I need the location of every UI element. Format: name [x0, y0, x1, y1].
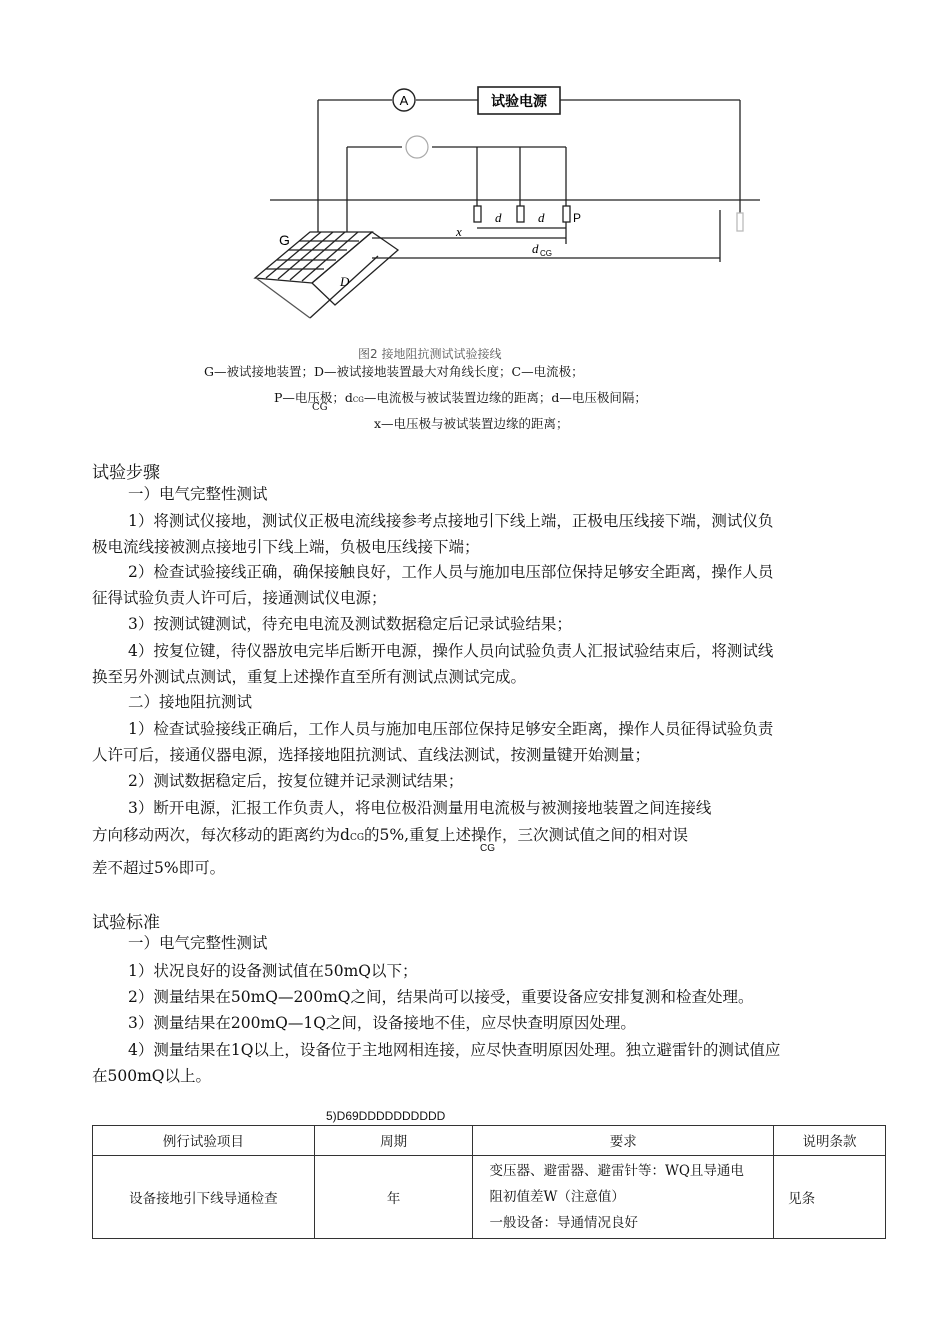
steps-s1-p1b: 极电流线接被测点接地引下线上端，负极电压线接下端； [92, 538, 480, 556]
standard-p2: 2）测量结果在50mQ—200mQ之间，结果尚可以接受，重要设备应安排复测和检查处理。 [128, 988, 754, 1006]
label-P: P [573, 211, 582, 225]
legend-line-2: P—电压极；dCG—电流极与被试装置边缘的距离；d—电压极间隔； [274, 390, 647, 405]
standard-p4b: 在500mQ以上。 [92, 1067, 211, 1085]
steps-s1-title: 一）电气完整性测试 [128, 485, 268, 503]
grounding-test-wiring-diagram [0, 0, 950, 360]
table-header-reference: 说明条款 [774, 1126, 886, 1156]
steps-s2-p2: 2）测试数据稳定后，按复位键并记录测试结果； [128, 772, 464, 790]
table-cell-reference: 见条 [774, 1156, 886, 1239]
standard-p4a: 4）测量结果在1Q以上，设备位于主地网相连接，应尽快查明原因处理。独立避雷针的测试值应 [128, 1041, 781, 1059]
steps-s2-p3c: 差不超过5%即可。 [92, 859, 226, 877]
table-caption: 5)D69DDDDDDDDDD [326, 1109, 446, 1123]
steps-s1-p1a: 1）将测试仪接地，测试仪正极电流线接参考点接地引下线上端，正极电压线接下端，测试仪负 [128, 512, 774, 530]
table-cell-requirement: 变压器、避雷器、避雷针等：WQ且导通电 阻初值差W（注意值） 一般设备：导通情况良好 [473, 1156, 774, 1239]
ammeter-label: A [399, 93, 409, 108]
label-D: D [340, 274, 350, 289]
figure-caption-partial: 图2 接地阻抗测试试验接线 [358, 347, 502, 360]
steps-s1-p2b: 征得试验负责人许可后，接通测试仪电源； [92, 589, 387, 607]
steps-heading: 试验步骤 [92, 463, 160, 483]
power-source-label: 试验电源 [491, 94, 547, 110]
standard-p3: 3）测量结果在200mQ—1Q之间，设备接地不佳，应尽快查明原因处理。 [128, 1014, 636, 1032]
steps-s2-p1a: 1）检查试验接线正确后，工作人员与施加电压部位保持足够安全距离，操作人员征得试验负责 [128, 720, 774, 738]
voltmeter-icon [406, 136, 428, 158]
legend-line-1: G—被试接地装置；D—被试接地装置最大对角线长度；C—电流极； [204, 364, 584, 379]
standard-heading: 试验标准 [92, 913, 160, 933]
steps-s2-p1b: 人许可后，接通仪器电源，选择接地阻抗测试、直线法测试，按测量键开始测量； [92, 746, 651, 764]
steps-s2-p3b: 方向移动两次，每次移动的距离约为dCG的5%,重复上述操作，三次测试值之间的相对误 [92, 826, 689, 844]
standard-p1: 1）状况良好的设备测试值在50mQ以下； [128, 962, 418, 980]
table-header-period: 周期 [314, 1126, 473, 1156]
table-header-row [93, 1126, 886, 1156]
legend-line-2-under: CG [312, 402, 328, 413]
standard-s1-title: 一）电气完整性测试 [128, 934, 268, 952]
table-header-requirement: 要求 [473, 1126, 774, 1156]
table-header-item: 例行试验项目 [93, 1126, 315, 1156]
steps-s2-title: 二）接地阻抗测试 [128, 693, 253, 711]
steps-s1-p4b: 换至另外测试点测试，重复上述操作直至所有测试点测试完成。 [92, 668, 527, 686]
label-d-2: d [538, 210, 545, 225]
steps-s2-p3a: 3）断开电源，汇报工作负责人，将电位极沿测量用电流极与被测接地装置之间连接线 [128, 799, 712, 817]
steps-s1-p4a: 4）按复位键，待仪器放电完毕后断开电源，操作人员向试验负责人汇报试验结束后，将测试线 [128, 642, 774, 660]
label-dCG-sub: CG [540, 249, 552, 258]
steps-s1-p3: 3）按测试键测试，待充电电流及测试数据稳定后记录试验结果； [128, 615, 572, 633]
steps-s1-p2a: 2）检查试验接线正确，确保接触良好，工作人员与施加电压部位保持足够安全距离，操作人员 [128, 563, 774, 581]
steps-s2-p3b-under: CG [480, 843, 495, 854]
routine-test-table [92, 1125, 886, 1239]
label-d-1: d [495, 210, 502, 225]
table-cell-period: 年 [314, 1156, 473, 1239]
legend-line-3: x—电压极与被试装置边缘的距离； [374, 416, 569, 431]
label-G: G [279, 232, 290, 248]
label-x: x [456, 224, 462, 239]
table-row [93, 1156, 886, 1239]
label-dCG: d [532, 241, 539, 256]
table-cell-item: 设备接地引下线导通检查 [93, 1156, 315, 1239]
